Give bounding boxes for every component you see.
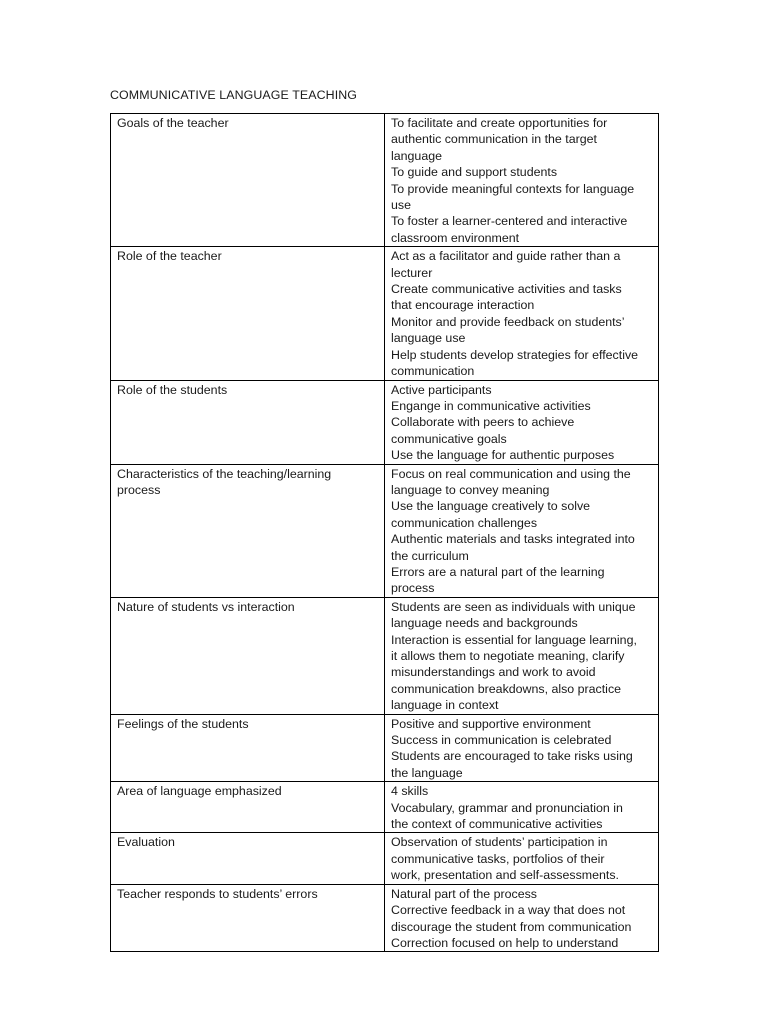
row-label: Nature of students vs interaction (117, 599, 295, 614)
table-row (111, 833, 659, 884)
content-line: Positive and supportive environment (391, 716, 591, 731)
content-line: Success in communication is celebrated (391, 733, 612, 748)
row-label-cell (111, 464, 385, 597)
row-label: Feelings of the students (117, 716, 249, 731)
row-content-cell (385, 247, 659, 380)
content-line: Corrective feedback in a way that does not (391, 903, 626, 918)
content-line: To provide meaningful contexts for language (391, 181, 635, 196)
row-content-cell (385, 380, 659, 464)
row-label-cell (111, 833, 385, 884)
row-label: process (117, 482, 161, 497)
content-line: communication challenges (391, 515, 538, 530)
content-line: Engange in communicative activities (391, 398, 591, 413)
content-line: authentic communication in the target (391, 132, 597, 147)
row-label: Teacher responds to students’ errors (117, 886, 318, 901)
content-line: the context of communicative activities (391, 817, 603, 832)
row-label-cell (111, 597, 385, 714)
content-line: the language (391, 765, 463, 780)
row-content-cell (385, 782, 659, 833)
clt-table (110, 113, 659, 952)
content-line: Interaction is essential for language learning, (391, 632, 637, 647)
row-label: Area of language emphasized (117, 784, 282, 799)
content-line: Students are seen as individuals with unique (391, 599, 636, 614)
row-label-cell (111, 380, 385, 464)
content-line: Help students develop strategies for effective (391, 347, 639, 362)
row-content-cell (385, 884, 659, 952)
content-line: communication (391, 364, 475, 379)
table-row (111, 380, 659, 464)
content-line: communication breakdowns, also practice (391, 681, 622, 696)
content-line: Correction focused on help to understand (391, 935, 619, 950)
document-title: COMMUNICATIVE LANGUAGE TEACHING (110, 88, 358, 102)
row-content-cell (385, 114, 659, 247)
content-line: Vocabulary, grammar and pronunciation in (391, 800, 623, 815)
row-content-cell (385, 714, 659, 782)
row-content-cell (385, 833, 659, 884)
content-line: Act as a facilitator and guide rather than a (391, 249, 621, 264)
row-label: Evaluation (117, 835, 175, 850)
row-content-cell (385, 597, 659, 714)
content-line: To facilitate and create opportunities for (391, 116, 608, 130)
row-label: Goals of the teacher (117, 116, 229, 130)
table-row (111, 782, 659, 833)
content-line: Focus on real communication and using the (391, 466, 631, 481)
content-line: 4 skills (391, 784, 429, 799)
content-line: Observation of students’ participation in (391, 835, 608, 850)
content-line: work, presentation and self-assessments. (391, 868, 619, 883)
row-label-cell (111, 114, 385, 247)
content-line: communicative goals (391, 431, 507, 446)
row-label-cell (111, 782, 385, 833)
table-row (111, 247, 659, 380)
table-row (111, 714, 659, 782)
content-line: Create communicative activities and tasks (391, 282, 622, 297)
content-line: Natural part of the process (391, 886, 538, 901)
content-line: Students are encouraged to take risks using (391, 749, 633, 764)
content-line: Active participants (391, 382, 492, 397)
content-line: Collaborate with peers to achieve (391, 415, 575, 430)
table-row (111, 114, 659, 247)
content-line: communicative tasks, portfolios of their (391, 851, 605, 866)
content-line: lecturer (391, 265, 433, 280)
row-label: Characteristics of the teaching/learning (117, 466, 332, 481)
content-line: misunderstandings and work to avoid (391, 665, 596, 680)
table-row (111, 597, 659, 714)
content-line: language (391, 148, 442, 163)
content-line: discourage the student from communication (391, 919, 632, 934)
row-content-cell (385, 464, 659, 597)
content-line: language to convey meaning (391, 482, 550, 497)
row-label: Role of the students (117, 382, 228, 397)
row-label-cell (111, 714, 385, 782)
content-line: To guide and support students (391, 165, 558, 180)
content-line: process (391, 581, 435, 596)
content-line: the curriculum (391, 548, 469, 563)
content-line: that encourage interaction (391, 298, 535, 313)
content-line: it allows them to negotiate meaning, clarify (391, 649, 625, 663)
content-line: classroom environment (391, 230, 520, 245)
content-line: language needs and backgrounds (391, 616, 578, 631)
content-line: Errors are a natural part of the learning (391, 564, 605, 579)
row-label: Role of the teacher (117, 249, 222, 264)
content-line: Monitor and provide feedback on students’ (391, 314, 625, 329)
row-label-cell (111, 247, 385, 380)
table-row (111, 884, 659, 952)
content-line: Use the language creatively to solve (391, 499, 591, 514)
table-row (111, 464, 659, 597)
row-label-cell (111, 884, 385, 952)
content-line: Authentic materials and tasks integrated into (391, 532, 635, 547)
content-line: Use the language for authentic purposes (391, 448, 615, 463)
content-line: language use (391, 331, 466, 346)
content-line: To foster a learner-centered and interactive (391, 214, 628, 229)
content-line: use (391, 198, 411, 213)
content-line: language in context (391, 698, 499, 713)
